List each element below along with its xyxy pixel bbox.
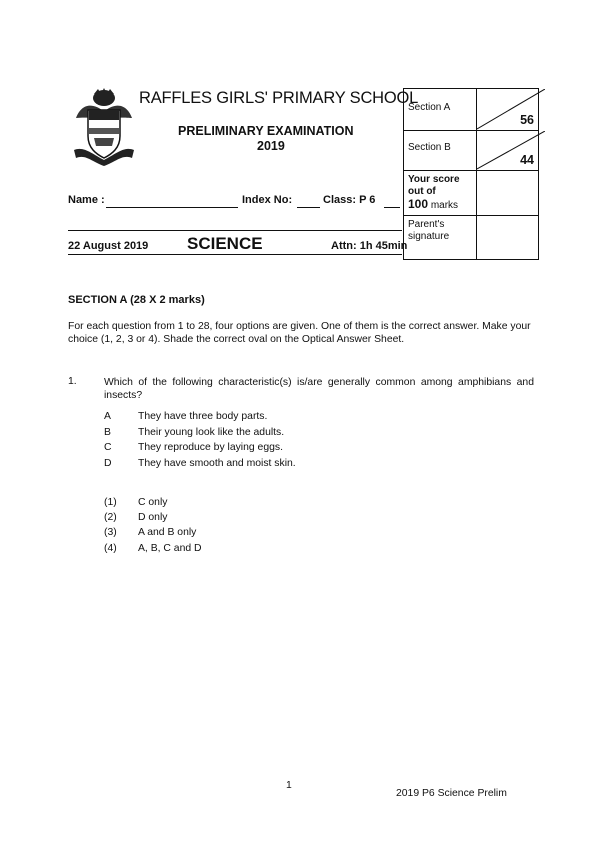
header-divider [68, 230, 402, 231]
exam-year: 2019 [257, 139, 285, 153]
score-table [403, 88, 539, 260]
score-diagonal-a [477, 89, 545, 131]
section-a-instructions: For each question from 1 to 28, four options are given. One of them is the correct answer. Make your choice (1, 2, 3 or 4). Shade the correct oval on the Optical Answer Sheet. [68, 321, 531, 345]
parent-signature-label: Parent's signature [404, 216, 477, 260]
parent-signature-cell [476, 216, 538, 260]
question-text: Which of the following characteristic(s) is/are generally common among amphibians and insects? [104, 377, 534, 401]
page-number: 1 [286, 780, 292, 791]
school-crest-icon [72, 88, 136, 168]
exam-date: 22 August 2019 [68, 240, 149, 252]
total-score-cell [476, 171, 538, 216]
section-b-label: Section B [404, 131, 477, 171]
exam-title: PRELIMINARY EXAMINATION [178, 124, 354, 138]
name-label: Name : [68, 194, 105, 206]
total-score-label: Your score out of 100 marks [404, 171, 477, 216]
footer-label: 2019 P6 Science Prelim [396, 788, 507, 799]
class-field[interactable] [384, 207, 400, 208]
question-number: 1. [68, 376, 77, 387]
section-a-title: SECTION A (28 X 2 marks) [68, 294, 205, 306]
class-label: Class: P 6 [323, 194, 376, 206]
score-diagonal-b [477, 131, 545, 171]
header-bottom-rule [68, 254, 402, 255]
attn-duration: Attn: 1h 45min [331, 240, 408, 252]
section-a-label: Section A [404, 89, 477, 131]
subject-title: SCIENCE [187, 234, 263, 253]
school-name: RAFFLES GIRLS' PRIMARY SCHOOL [139, 89, 419, 107]
section-a-score-cell [476, 89, 538, 131]
section-b-max: 44 [520, 153, 534, 167]
name-field[interactable] [106, 207, 238, 208]
section-b-score-cell [476, 131, 538, 171]
index-label: Index No: [242, 194, 293, 206]
section-a-max: 56 [520, 113, 534, 127]
index-field[interactable] [297, 207, 320, 208]
